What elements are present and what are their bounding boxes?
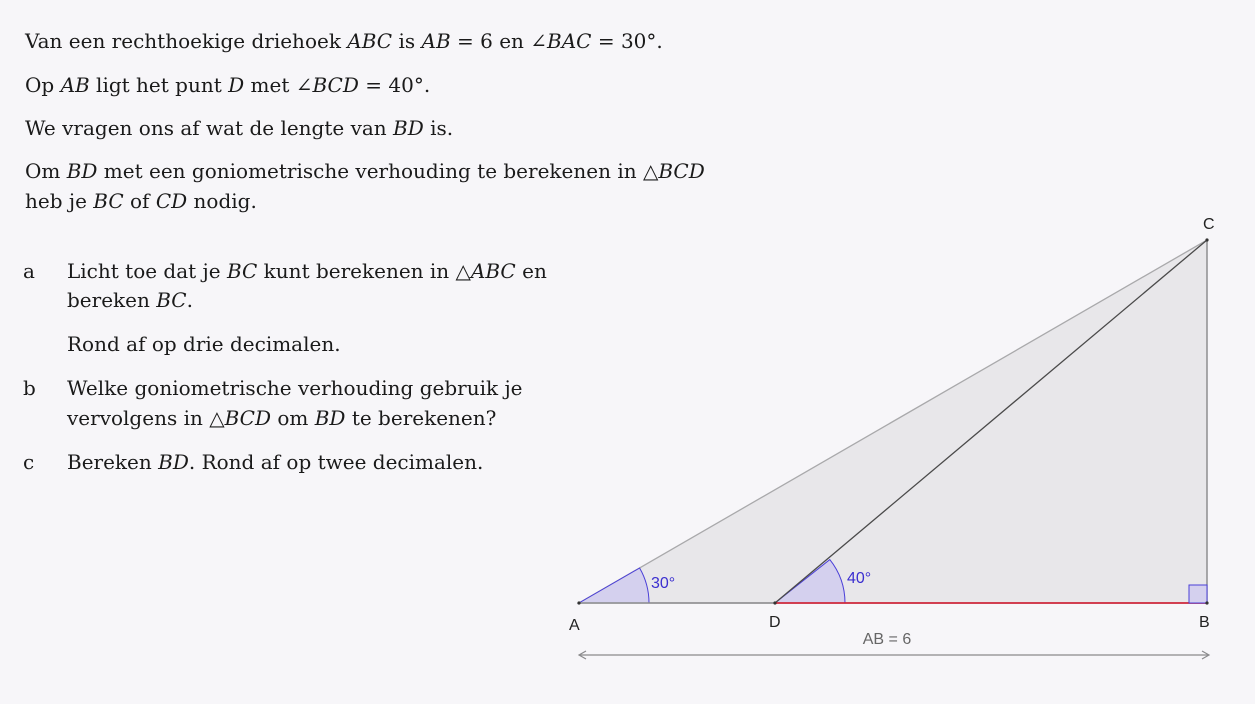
question-a-letter: a bbox=[23, 259, 35, 283]
text: ligt het punt bbox=[89, 73, 229, 97]
math-var: BC bbox=[156, 288, 187, 312]
label-a: A bbox=[569, 617, 580, 634]
text: Licht toe dat je bbox=[67, 259, 227, 283]
math-var: BD bbox=[158, 450, 189, 474]
label-c: C bbox=[1203, 216, 1215, 233]
question-a-line-3: Rond af op drie decimalen. bbox=[67, 332, 341, 356]
text: = 30°. bbox=[591, 29, 663, 53]
text: Op bbox=[25, 73, 61, 97]
label-d: D bbox=[769, 614, 781, 631]
question-c-letter: c bbox=[23, 450, 35, 474]
text: = 6 en ∠ bbox=[450, 29, 548, 53]
point-a bbox=[577, 601, 580, 604]
text: en bbox=[515, 259, 547, 283]
angle-a-label: 30° bbox=[651, 575, 676, 592]
angle-d-label: 40° bbox=[847, 570, 872, 587]
math-var: ABC bbox=[347, 29, 393, 53]
text: nodig. bbox=[187, 189, 257, 213]
text: is bbox=[392, 29, 422, 53]
text: heb je bbox=[25, 189, 94, 213]
text: = 40°. bbox=[358, 73, 431, 97]
math-var: BD bbox=[66, 159, 98, 183]
math-var: AB bbox=[421, 29, 451, 53]
question-b-line-1: Welke goniometrische verhouding gebruik je bbox=[67, 376, 523, 400]
math-var: CD bbox=[155, 189, 188, 213]
text: kunt berekenen in △ bbox=[257, 259, 471, 283]
point-b bbox=[1205, 601, 1208, 604]
text: is. bbox=[423, 116, 454, 140]
math-var: D bbox=[228, 73, 245, 97]
text: We vragen ons af wat de lengte van bbox=[25, 116, 394, 140]
math-var: BCD bbox=[312, 73, 359, 97]
triangle-abc bbox=[579, 240, 1207, 603]
math-var: BAC bbox=[547, 29, 592, 53]
text: . bbox=[186, 288, 193, 312]
text: . Rond af op twee decimalen. bbox=[188, 450, 484, 474]
text: vervolgens in △ bbox=[67, 406, 225, 430]
math-var: BD bbox=[314, 406, 346, 430]
point-d bbox=[773, 601, 776, 604]
question-b-letter: b bbox=[23, 376, 36, 400]
label-b: B bbox=[1199, 614, 1210, 631]
angle-a-arc bbox=[579, 568, 649, 603]
dimension-label: AB = 6 bbox=[862, 631, 912, 648]
right-angle-marker bbox=[1189, 585, 1207, 603]
text: om bbox=[271, 406, 315, 430]
math-var: AB bbox=[60, 73, 90, 97]
math-var: BC bbox=[226, 259, 258, 283]
text: Om bbox=[25, 159, 67, 183]
text: bereken bbox=[67, 288, 157, 312]
text: of bbox=[123, 189, 156, 213]
text: te berekenen? bbox=[345, 406, 497, 430]
math-var: BCD bbox=[658, 159, 705, 183]
text: met een goniometrische verhouding te berekenen in △ bbox=[97, 159, 659, 183]
math-var: BD bbox=[393, 116, 424, 140]
math-var: BC bbox=[93, 189, 124, 213]
math-var: BCD bbox=[224, 406, 271, 430]
point-c bbox=[1205, 238, 1208, 241]
text: met ∠ bbox=[244, 73, 313, 97]
math-var: ABC bbox=[470, 259, 516, 283]
text: Van een rechthoekige driehoek bbox=[25, 29, 348, 53]
text: Bereken bbox=[67, 450, 159, 474]
